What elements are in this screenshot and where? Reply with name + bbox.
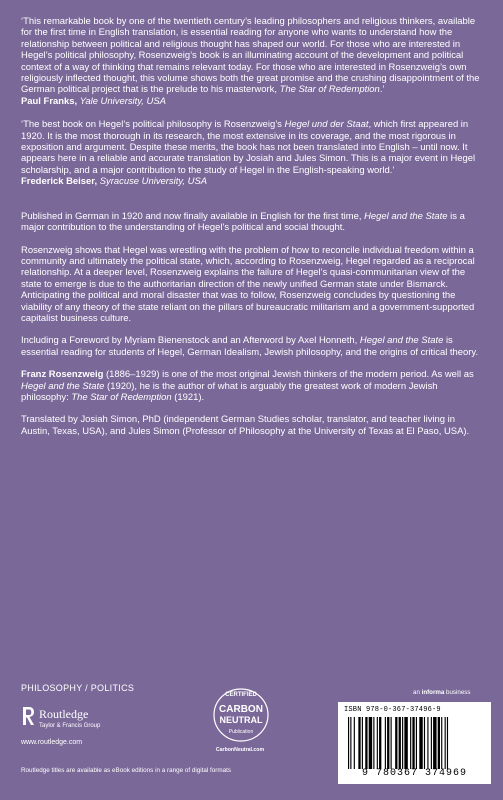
carbon-neutral-badge	[212, 686, 270, 742]
endorsement-author: Frederick Beiser, Syracuse University, USA	[21, 176, 208, 188]
barcode-bar	[348, 717, 349, 769]
barcode-bar	[391, 717, 392, 769]
endorsement-text: ‘The best book on Hegel’s political philosophy is Rosenzweig’s Hegel und der Staat, which first appeared in 1920. It is the most thorough in its research, the most extensive in its coverage, and the most rigorous in exposition and argument. Despite these merits, the book has not been translated into English – until now. It appears here in a reliable and accurate translation by Josiah and Jules Simon. This is a major event in Hegel scholarship, and a major contribution to the study of Hegel in the English-speaking world.’	[21, 119, 476, 176]
barcode-bar	[410, 717, 411, 769]
barcode-bar	[365, 717, 367, 769]
translator-credits: Translated by Josiah Simon, PhD (independent German Studies scholar, translator, and teacher living in Austin, Texas, USA), and Jules Simon (Professor of Philosophy at the University of Texas at El Paso, USA).	[21, 414, 470, 437]
endorsement-beiser	[21, 119, 484, 187]
svg-text:CERTIFIED: CERTIFIED	[225, 692, 257, 698]
svg-text:Publication: Publication	[228, 729, 254, 735]
endorsement-text: ‘This remarkable book by one of the twentieth century’s leading philosophers and religious thinkers, available for the first time in English translation, is essential reading for anyone who wants to understand how the relationship between political and religious thought has shaped our world. For those who are interested in Hegel’s political philosophy, Rosenzweig’s book is an illuminating account of the development and political context of a way of thinking that remains relevant today. For those who are interested in Rosenzweig’s own religiously inflected thought, this volume shows both the great promise and the crushing disappointment of the German political project that is the prelude to his masterwork, The Star of Redemption.’	[21, 16, 480, 96]
subject-category: PHILOSOPHY / POLITICS	[21, 683, 135, 693]
barcode-bar	[424, 717, 425, 769]
barcode-bar	[387, 717, 389, 769]
barcode-bar	[399, 717, 401, 769]
description-paragraph: Rosenzweig shows that Hegel was wrestling with the problem of how to reconcile individual freedom within a community and ultimately the political state, which, according to Rosenzweig, Hegel regarded as a reciprocal relationship. At a deeper level, Rosenzweig explains the failure of Hegel’s quasi-communitarian view of the state to emerge is due to the authoritarian direction of the newly unified German state under Bismarck. Anticipating the political and moral disaster that was to follow, Rosenzweig concludes by questioning the viability of any theory of the state reliant on the pillars of bureaucratic militarism and a government-supported capitalist business culture.	[21, 244, 475, 324]
routledge-r-icon	[21, 706, 35, 726]
barcode-bar	[350, 717, 351, 769]
barcode-digits: 9 780367 374969	[361, 768, 467, 779]
ebook-availability-note: Routledge titles are available as eBook editions in a range of digital formats	[21, 767, 232, 774]
endorsement-author: Paul Franks, Yale University, USA	[21, 95, 166, 107]
barcode-bar	[362, 717, 363, 769]
publisher-group: Taylor & Francis Group	[39, 723, 101, 729]
barcode-bars	[348, 717, 486, 769]
barcode-bar	[377, 717, 378, 769]
barcode-bar	[358, 717, 360, 769]
barcode-bar	[385, 717, 386, 769]
barcode-bar	[354, 717, 355, 769]
barcode-bar	[445, 717, 446, 769]
isbn-label: ISBN 978-0-367-37496-9	[344, 706, 441, 714]
author-bio: Franz Rosenzweig (1886–1929) is one of the most original Jewish thinkers of the modern period. As well as Hegel and the State (1920), he is the author of what is arguably the greatest work of modern Jewish philosophy: The Star of Redemption (1921).	[21, 369, 474, 403]
description-paragraph: Published in German in 1920 and now finally available in English for the first time, Hegel and the State is a major contribution to the understanding of Hegel’s political and social thought.	[21, 210, 465, 234]
barcode-bar	[433, 717, 436, 769]
barcode-bar	[427, 717, 428, 769]
publisher-name: Routledge	[39, 707, 89, 721]
carbon-neutral-url: CarbonNeutral.com	[215, 747, 265, 753]
barcode-bar	[395, 717, 397, 769]
barcode-bar	[419, 717, 422, 769]
routledge-logo	[21, 706, 141, 756]
barcode-bar	[447, 717, 448, 769]
barcode-bar	[441, 717, 442, 769]
barcode-bar	[438, 717, 440, 769]
publisher-url: www.routledge.com	[21, 739, 83, 746]
barcode-bar	[404, 717, 407, 769]
endorsement-franks	[21, 16, 484, 107]
svg-text:NEUTRAL: NEUTRAL	[219, 715, 263, 725]
barcode-bar	[416, 717, 417, 769]
barcode-bar	[431, 717, 432, 769]
svg-text:CARBON: CARBON	[219, 704, 263, 715]
barcode-bar	[379, 717, 381, 769]
barcode-bar	[412, 717, 414, 769]
barcode-bar	[369, 717, 372, 769]
description-paragraph: Including a Foreword by Myriam Bienenstock and an Afterword by Axel Honneth, Hegel and the State is essential reading for students of Hegel, German Idealism, Jewish philosophy, and the origins of critical theory.	[21, 335, 479, 358]
barcode-bar	[373, 717, 374, 769]
cover-text	[21, 16, 484, 448]
informa-business-tag: an informa business	[413, 689, 471, 696]
isbn-barcode	[338, 702, 491, 784]
barcode-bar	[402, 717, 403, 769]
